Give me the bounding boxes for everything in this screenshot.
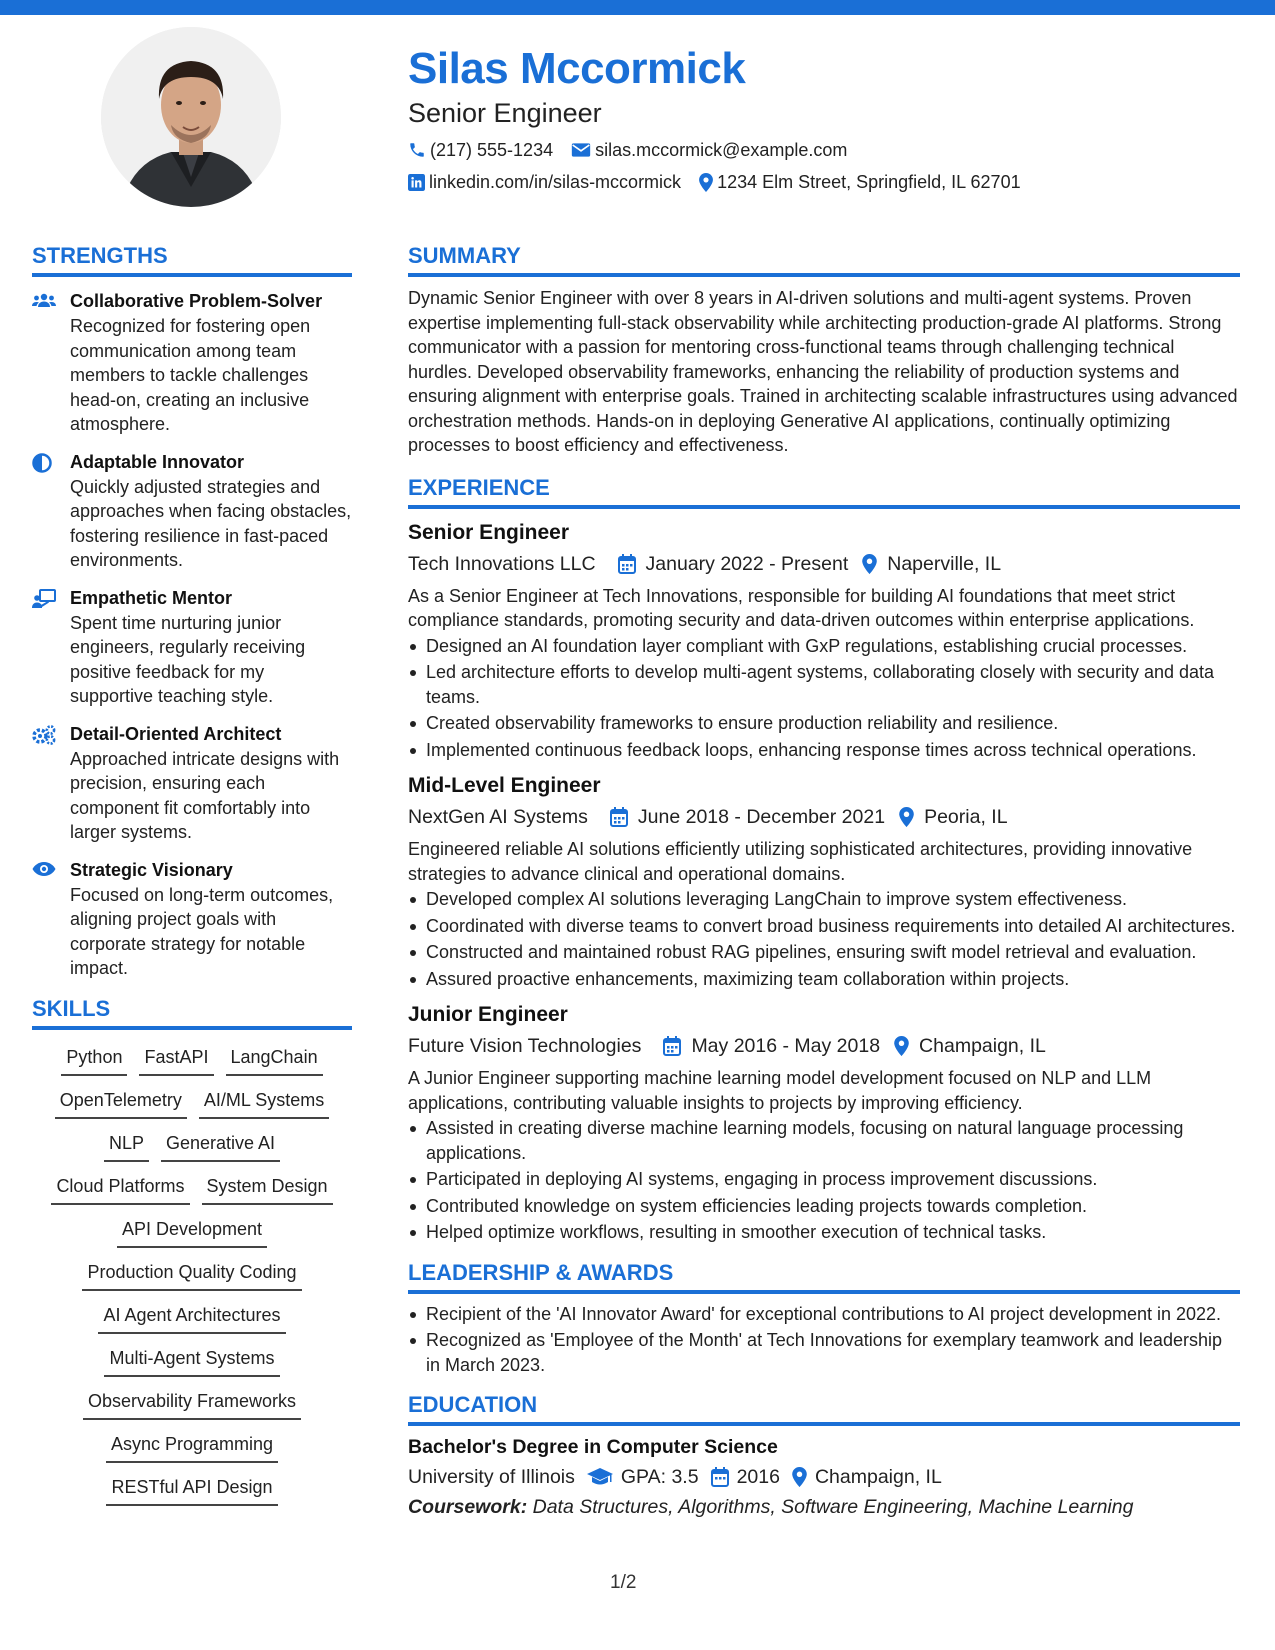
strength-name: Detail-Oriented Architect bbox=[70, 723, 282, 744]
skill-tag: OpenTelemetry bbox=[55, 1087, 187, 1119]
education-gpa: GPA: 3.5 bbox=[620, 1466, 699, 1488]
education-degree: Bachelor's Degree in Computer Science bbox=[408, 1436, 778, 1458]
job-dates: May 2016 - May 2018 bbox=[691, 1035, 881, 1057]
skill-tag: System Design bbox=[202, 1173, 333, 1205]
strength-item bbox=[32, 586, 352, 709]
job-dates: June 2018 - December 2021 bbox=[637, 806, 886, 828]
job-bullet: Assured proactive enhancements, maximizing team collaboration within projects. bbox=[408, 967, 1240, 992]
strengths-list bbox=[32, 289, 352, 981]
skill-tag: Observability Frameworks bbox=[83, 1388, 301, 1420]
job-bullet: Participated in deploying AI systems, engaging in process improvement discussions. bbox=[408, 1167, 1240, 1192]
job-location: Champaign, IL bbox=[919, 1035, 1046, 1057]
map-pin-icon bbox=[699, 173, 713, 192]
right-column bbox=[408, 242, 1240, 1521]
skill-tag: API Development bbox=[117, 1216, 267, 1248]
strength-desc: Spent time nurturing junior engineers, regularly receiving positive feedback for my supportive teaching style. bbox=[70, 612, 306, 706]
phone-icon bbox=[408, 141, 426, 159]
teacher-icon bbox=[32, 589, 56, 609]
experience-rule bbox=[408, 505, 1240, 509]
map-pin-icon bbox=[862, 554, 877, 574]
skill-row bbox=[32, 1173, 352, 1205]
linkedin-icon bbox=[408, 174, 425, 191]
job-bullets bbox=[408, 634, 1240, 763]
strengths-heading: STRENGTHS bbox=[32, 243, 168, 268]
eye-icon bbox=[32, 861, 56, 877]
skill-row bbox=[32, 1130, 352, 1162]
job-bullet: Implemented continuous feedback loops, enhancing response times across technical operations. bbox=[408, 738, 1240, 763]
leadership-item: Recipient of the 'AI Innovator Award' for exceptional contributions to AI project development in 2022. bbox=[408, 1302, 1240, 1327]
education-meta bbox=[408, 1463, 1240, 1491]
users-icon bbox=[32, 292, 56, 310]
strength-name: Adaptable Innovator bbox=[70, 451, 245, 472]
skill-row bbox=[32, 1431, 352, 1463]
skills-heading: SKILLS bbox=[32, 995, 111, 1021]
candidate-title: Senior Engineer bbox=[408, 98, 602, 128]
contact-row-2 bbox=[408, 170, 1238, 194]
skill-tag: RESTful API Design bbox=[106, 1474, 277, 1506]
job-bullets bbox=[408, 1116, 1240, 1245]
strength-item bbox=[32, 450, 352, 573]
skills-list bbox=[32, 1044, 352, 1506]
job-company: Future Vision Technologies bbox=[408, 1035, 642, 1057]
calendar-icon bbox=[711, 1467, 729, 1487]
graduation-cap-icon bbox=[587, 1468, 613, 1486]
education-coursework bbox=[408, 1493, 1240, 1521]
phone-text: (217) 555-1234 bbox=[430, 140, 554, 160]
left-column bbox=[32, 242, 352, 1517]
skill-tag: AI/ML Systems bbox=[199, 1087, 329, 1119]
job-bullet: Contributed knowledge on system efficiencies leading projects towards completion. bbox=[408, 1194, 1240, 1219]
email-contact[interactable] bbox=[571, 138, 847, 162]
skill-row bbox=[32, 1087, 352, 1119]
job-entry bbox=[408, 519, 1240, 763]
contact-row-1 bbox=[408, 138, 1238, 162]
job-bullet: Coordinated with diverse teams to convert broad business requirements into detailed AI architectures. bbox=[408, 914, 1240, 939]
education-year: 2016 bbox=[736, 1466, 780, 1488]
summary-text: Dynamic Senior Engineer with over 8 years in AI-driven solutions and multi-agent systems. Proven expertise implementing full-stack observability while architecting production-grade AI platforms. Strong communicator with a passion for mentoring cross-functional teams through challenging technical hurdles. Developed observability frameworks, enhancing the reliability of production systems and ensuring alignment with enterprise goals. Trained in architecting scalable infrastructures using advanced orchestration methods. Hands-on in deploying Generative AI applications, continually optimizing processes to boost efficiency and effectiveness. bbox=[408, 288, 1238, 455]
skill-row bbox=[32, 1259, 352, 1291]
job-bullet: Helped optimize workflows, resulting in smoother execution of technical tasks. bbox=[408, 1220, 1240, 1245]
address-contact bbox=[699, 170, 1021, 194]
calendar-icon bbox=[663, 1036, 681, 1056]
map-pin-icon bbox=[899, 807, 914, 827]
skill-tag: Multi-Agent Systems bbox=[104, 1345, 279, 1377]
skill-tag: FastAPI bbox=[139, 1044, 213, 1076]
job-meta bbox=[408, 803, 1240, 831]
strength-desc: Quickly adjusted strategies and approaches when facing obstacles, fostering resilience in fast-paced environments. bbox=[70, 476, 352, 570]
phone-contact[interactable] bbox=[408, 138, 553, 162]
education-school: University of Illinois bbox=[408, 1466, 575, 1488]
strength-name: Strategic Visionary bbox=[70, 859, 233, 880]
profile-photo bbox=[101, 27, 281, 207]
job-title: Mid-Level Engineer bbox=[408, 774, 601, 797]
skill-tag: Production Quality Coding bbox=[82, 1259, 301, 1291]
strength-desc: Approached intricate designs with precision, ensuring each component fit comfortably into larger systems. bbox=[70, 748, 340, 842]
summary-rule bbox=[408, 273, 1240, 277]
linkedin-text: linkedin.com/in/silas-mccormick bbox=[429, 172, 682, 192]
job-bullet: Assisted in creating diverse machine learning models, focusing on natural language processing applications. bbox=[408, 1116, 1240, 1165]
strength-name: Empathetic Mentor bbox=[70, 587, 233, 608]
job-bullets bbox=[408, 887, 1240, 991]
strength-desc: Recognized for fostering open communication among team members to tackle challenges head-on, creating an inclusive atmosphere. bbox=[70, 316, 311, 434]
job-description: A Junior Engineer supporting machine learning model development focused on NLP and LLM applications, contributing valuable insights to projects by improving efficiency. bbox=[408, 1068, 1152, 1113]
leadership-list bbox=[408, 1302, 1240, 1378]
skills-rule bbox=[32, 1026, 352, 1030]
job-location: Naperville, IL bbox=[887, 552, 1002, 575]
half-circle-icon bbox=[32, 453, 52, 473]
education-rule bbox=[408, 1422, 1240, 1426]
skill-tag: Generative AI bbox=[161, 1130, 280, 1162]
coursework-text: Data Structures, Algorithms, Software Engineering, Machine Learning bbox=[532, 1496, 1134, 1518]
job-bullet: Developed complex AI solutions leveraging LangChain to improve system effectiveness. bbox=[408, 887, 1240, 912]
education-heading: EDUCATION bbox=[408, 1392, 538, 1417]
job-bullet: Led architecture efforts to develop multi-agent systems, collaborating closely with security and data teams. bbox=[408, 660, 1240, 709]
job-entry bbox=[408, 772, 1240, 991]
address-text: 1234 Elm Street, Springfield, IL 62701 bbox=[717, 172, 1021, 192]
calendar-icon bbox=[618, 554, 636, 574]
job-bullet: Designed an AI foundation layer compliant with GxP regulations, establishing crucial processes. bbox=[408, 634, 1240, 659]
skill-tag: NLP bbox=[104, 1130, 149, 1162]
job-title: Junior Engineer bbox=[408, 1003, 568, 1026]
skill-row bbox=[32, 1216, 352, 1248]
job-bullet: Created observability frameworks to ensure production reliability and resilience. bbox=[408, 711, 1240, 736]
job-meta bbox=[408, 1032, 1240, 1060]
strength-desc: Focused on long-term outcomes, aligning project goals with corporate strategy for notable impact. bbox=[70, 884, 334, 978]
skill-row bbox=[32, 1044, 352, 1076]
top-accent-bar bbox=[0, 0, 1275, 15]
job-title: Senior Engineer bbox=[408, 520, 570, 544]
strength-item bbox=[32, 858, 352, 981]
summary-heading: SUMMARY bbox=[408, 243, 521, 268]
leadership-heading: LEADERSHIP & AWARDS bbox=[408, 1259, 674, 1285]
calendar-icon bbox=[610, 807, 628, 827]
education-location: Champaign, IL bbox=[814, 1466, 942, 1488]
skill-tag: LangChain bbox=[226, 1044, 323, 1076]
map-pin-icon bbox=[894, 1036, 909, 1056]
job-meta bbox=[408, 550, 1240, 578]
skill-tag: Python bbox=[61, 1044, 127, 1076]
experience-heading: EXPERIENCE bbox=[408, 474, 550, 500]
email-text: silas.mccormick@example.com bbox=[595, 140, 848, 160]
strength-item bbox=[32, 289, 352, 437]
job-company: NextGen AI Systems bbox=[408, 806, 588, 828]
skill-tag: Async Programming bbox=[106, 1431, 278, 1463]
strength-name: Collaborative Problem-Solver bbox=[70, 291, 323, 311]
coursework-label: Coursework: bbox=[408, 1496, 528, 1518]
leadership-item: Recognized as 'Employee of the Month' at Tech Innovations for exemplary teamwork and leadership in March 2023. bbox=[408, 1328, 1240, 1377]
envelope-icon bbox=[571, 142, 591, 158]
skill-row bbox=[32, 1388, 352, 1420]
job-description: Engineered reliable AI solutions efficiently utilizing sophisticated architectures, providing innovative strategies to advance clinical and operational domains. bbox=[408, 839, 1193, 884]
job-dates: January 2022 - Present bbox=[645, 552, 849, 575]
skill-row bbox=[32, 1345, 352, 1377]
job-location: Peoria, IL bbox=[924, 806, 1008, 828]
job-company: Tech Innovations LLC bbox=[408, 552, 596, 575]
leadership-rule bbox=[408, 1290, 1240, 1294]
skill-row bbox=[32, 1302, 352, 1334]
skill-tag: Cloud Platforms bbox=[51, 1173, 189, 1205]
resume-header bbox=[408, 42, 1238, 194]
page-number: 1/2 bbox=[610, 1572, 637, 1593]
job-entry bbox=[408, 1001, 1240, 1245]
map-pin-icon bbox=[792, 1467, 807, 1487]
skill-row bbox=[32, 1474, 352, 1506]
job-description: As a Senior Engineer at Tech Innovations, responsible for building AI foundations that meet strict compliance standards, promoting security and data-driven outcomes within enterprise applications. bbox=[408, 585, 1195, 630]
gears-icon bbox=[32, 725, 56, 745]
skill-tag: AI Agent Architectures bbox=[98, 1302, 285, 1334]
job-bullet: Constructed and maintained robust RAG pipelines, ensuring swift model retrieval and evaluation. bbox=[408, 940, 1240, 965]
linkedin-contact[interactable] bbox=[408, 170, 681, 194]
strengths-rule bbox=[32, 273, 352, 277]
candidate-name: Silas Mccormick bbox=[408, 44, 746, 93]
strength-item bbox=[32, 722, 352, 845]
